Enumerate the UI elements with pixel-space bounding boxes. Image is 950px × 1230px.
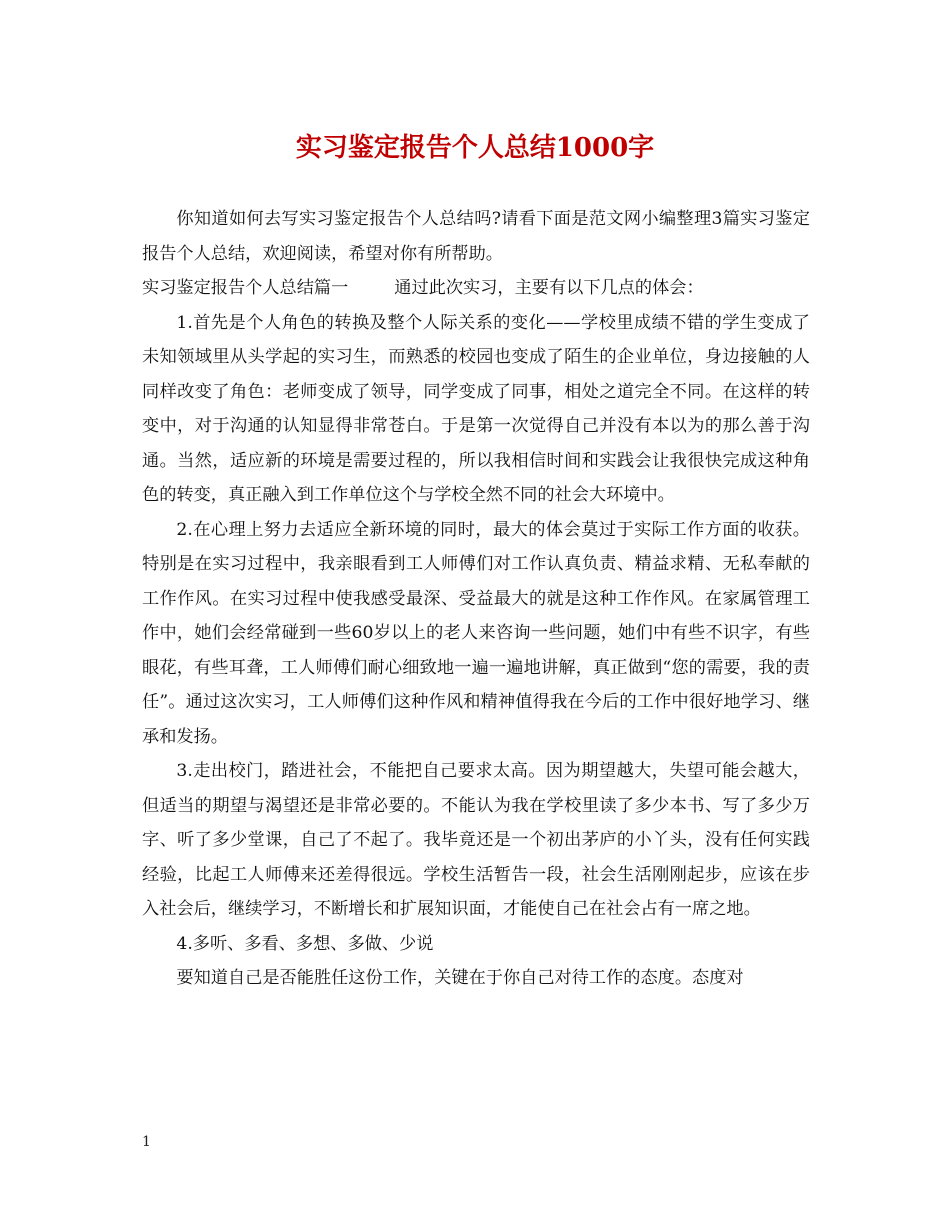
document-title: 实习鉴定报告个人总结1000字 (295, 133, 655, 163)
section-lead: 通过此次实习，主要有以下几点的体会： (394, 278, 704, 298)
section-heading: 实习鉴定报告个人总结篇一 (142, 278, 349, 298)
body-paragraph-3: 3.走出校门，踏进社会，不能把自己要求太高。因为期望越大，失望可能会越大，但适当的期望与渴望还是非常必要的。不能认为我在学校里读了多少本书、写了多少万字、听了多少堂课，自己了不起了。我毕竟还是一个初出茅庐的小丫头，没有任何实践经验，比起工人师傅来还差得很远。学校生活暂告一段，社会生活刚刚起步，应该在步入社会后，继续学习，不断增长和扩展知识面，才能使自己在社会占有一席之地。 (142, 761, 810, 919)
body-paragraph-5: 要知道自己是否能胜任这份工作，关键在于你自己对待工作的态度。态度对 (176, 968, 744, 988)
document-body (142, 202, 810, 996)
section-heading-line (142, 271, 810, 306)
body-paragraph-4: 4.多听、多看、多想、多做、少说 (176, 933, 434, 954)
body-paragraph-1: 1.首先是个人角色的转换及整个人际关系的变化——学校里成绩不错的学生变成了未知领域里从头学起的实习生，而熟悉的校园也变成了陌生的企业单位，身边接触的人同样改变了角色：老师变成了领导，同学变成了同事，相处之道完全不同。在这样的转变中，对于沟通的认知显得非常苍白。于是第一次觉得自己并没有本以为的那么善于沟通。当然，适应新的环境是需要过程的，所以我相信时间和实践会让我很快完成这种角色的转变，真正融入到工作单位这个与学校全然不同的社会大环境中。 (142, 312, 810, 505)
intro-paragraph: 你知道如何去写实习鉴定报告个人总结吗?请看下面是范文网小编整理3篇实习鉴定报告个人总结，欢迎阅读，希望对你有所帮助。 (142, 209, 810, 264)
body-paragraph-2: 2.在心理上努力去适应全新环境的同时，最大的体会莫过于实际工作方面的收获。特别是在实习过程中，我亲眼看到工人师傅们对工作认真负责、精益求精、无私奉献的工作作风。在实习过程中使我感受最深、受益最大的就是这种工作作风。在家属管理工作中，她们会经常碰到一些60岁以上的老人来咨询一些问题，她们中有些不识字，有些眼花，有些耳聋，工人师傅们耐心细致地一遍一遍地讲解，真正做到“您的需要，我的责任”。通过这次实习，工人师傅们这种作风和精神值得我在今后的工作中很好地学习、继承和发扬。 (142, 519, 810, 747)
page-number: 1 (142, 1134, 151, 1150)
